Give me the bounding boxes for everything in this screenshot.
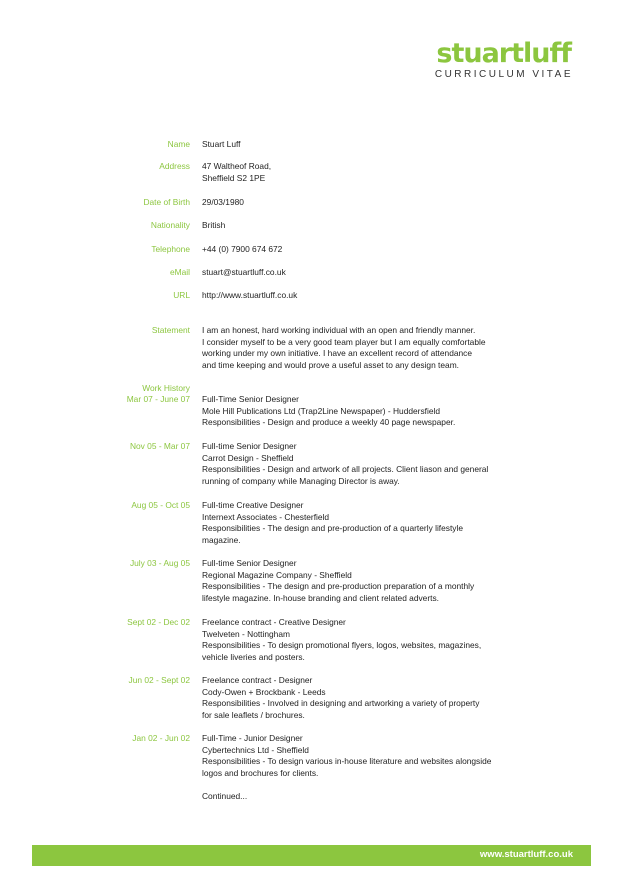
row-label: Telephone (151, 244, 190, 254)
job-line: Responsibilities - Design and produce a weekly 40 page newspaper. (202, 417, 456, 428)
footer-bar (32, 845, 591, 866)
job-line: lifestyle magazine. In-house branding and client related adverts. (202, 593, 439, 604)
job-line: Regional Magazine Company - Sheffield (202, 569, 352, 580)
job-line: Responsibilities - Design and artwork of all projects. Client liason and general (202, 464, 489, 475)
job-details (202, 394, 492, 429)
job-dates: Sept 02 - Dec 02 (127, 617, 190, 627)
job-dates: Jan 02 - Jun 02 (132, 733, 190, 743)
job-line: Full-time Creative Designer (202, 500, 304, 510)
row-value (202, 244, 492, 256)
job-dates: July 03 - Aug 05 (129, 558, 190, 568)
value-line: Stuart Luff (202, 139, 241, 149)
statement-line: I am an honest, hard working individual with an open and friendly manner. (202, 325, 476, 335)
job-line: Responsibilities - The design and pre-production preparation of a monthly (202, 581, 475, 592)
job-line: vehicle liveries and posters. (202, 652, 305, 663)
job-line: Cody-Owen + Brockbank - Leeds (202, 686, 326, 697)
row-value (202, 139, 492, 151)
job-line: magazine. (202, 535, 241, 546)
job-line: Full-time Senior Designer (202, 441, 297, 451)
statement-line: I consider myself to be a very good team player but I am equally comfortable (202, 336, 486, 347)
url-value: http://www.stuartluff.co.uk (202, 290, 298, 300)
job-line: Cybertechnics Ltd - Sheffield (202, 744, 309, 755)
job-line: Responsibilities - To design promotional flyers, logos, websites, magazines, (202, 640, 482, 651)
footer-url: www.stuartluff.co.uk (479, 849, 573, 860)
job-line: Internext Associates - Chesterfield (202, 511, 330, 522)
row-value (202, 220, 492, 232)
row-label: eMail (169, 267, 190, 277)
job-line: Carrot Design - Sheffield (202, 452, 294, 463)
job-line: logos and brochures for clients. (202, 768, 319, 779)
job-line: for sale leaflets / brochures. (202, 710, 305, 721)
job-details (202, 617, 492, 664)
job-line: running of company while Managing Director is away. (202, 476, 400, 487)
job-details (202, 500, 492, 547)
job-dates: Jun 02 - Sept 02 (128, 675, 190, 685)
job-line: Freelance contract - Designer (202, 675, 313, 685)
value-line: Sheffield S2 1PE (202, 172, 266, 183)
row-label: Address (159, 161, 190, 171)
logo (435, 40, 571, 80)
job-details (202, 558, 492, 605)
job-line: Responsibilities - The design and pre-production of a quarterly lifestyle (202, 523, 464, 534)
logo-name: stuartluff (436, 38, 571, 69)
job-line: Full-time Senior Designer (202, 558, 297, 568)
continued-text: Continued... (202, 791, 248, 801)
value-line: 47 Waltheof Road, (202, 161, 272, 171)
work-history-label: Work History (142, 383, 190, 393)
job-dates: Mar 07 - June 07 (126, 394, 190, 404)
row-label: Name (167, 139, 190, 149)
statement-line: and time keeping and would prove a useful asset to any design team. (202, 360, 459, 371)
value-line: 29/03/1980 (202, 197, 244, 207)
row-value (202, 290, 492, 302)
job-line: Responsibilities - To design various in-house literature and websites alongside (202, 756, 492, 767)
statement-text (202, 325, 492, 372)
job-line: Twelveten - Nottingham (202, 628, 290, 639)
job-dates: Aug 05 - Oct 05 (131, 500, 190, 510)
job-details (202, 675, 492, 722)
job-dates: Nov 05 - Mar 07 (129, 441, 190, 451)
statement-label: Statement (151, 325, 190, 335)
job-details (202, 733, 492, 780)
job-line: Mole Hill Publications Ltd (Trap2Line Newspaper) - Huddersfield (202, 405, 441, 416)
row-label: Date of Birth (143, 197, 190, 207)
job-line: Responsibilities - Involved in designing and artworking a variety of property (202, 698, 480, 709)
row-value (202, 197, 492, 209)
row-label: URL (173, 290, 190, 300)
statement-line: working under my own initiative. I have an excellent record of attendance (202, 348, 473, 359)
row-value (202, 161, 492, 184)
job-line: Freelance contract - Creative Designer (202, 617, 346, 627)
row-value (202, 267, 492, 279)
logo-subtitle: CURRICULUM VITAE (434, 69, 573, 80)
email-value: stuart@stuartluff.co.uk (202, 267, 286, 277)
value-line: +44 (0) 7900 674 672 (202, 244, 283, 254)
job-line: Full-Time - Junior Designer (202, 733, 303, 743)
job-line: Full-Time Senior Designer (202, 394, 299, 404)
row-label: Nationality (150, 220, 190, 230)
job-details (202, 441, 492, 488)
value-line: British (202, 220, 226, 230)
